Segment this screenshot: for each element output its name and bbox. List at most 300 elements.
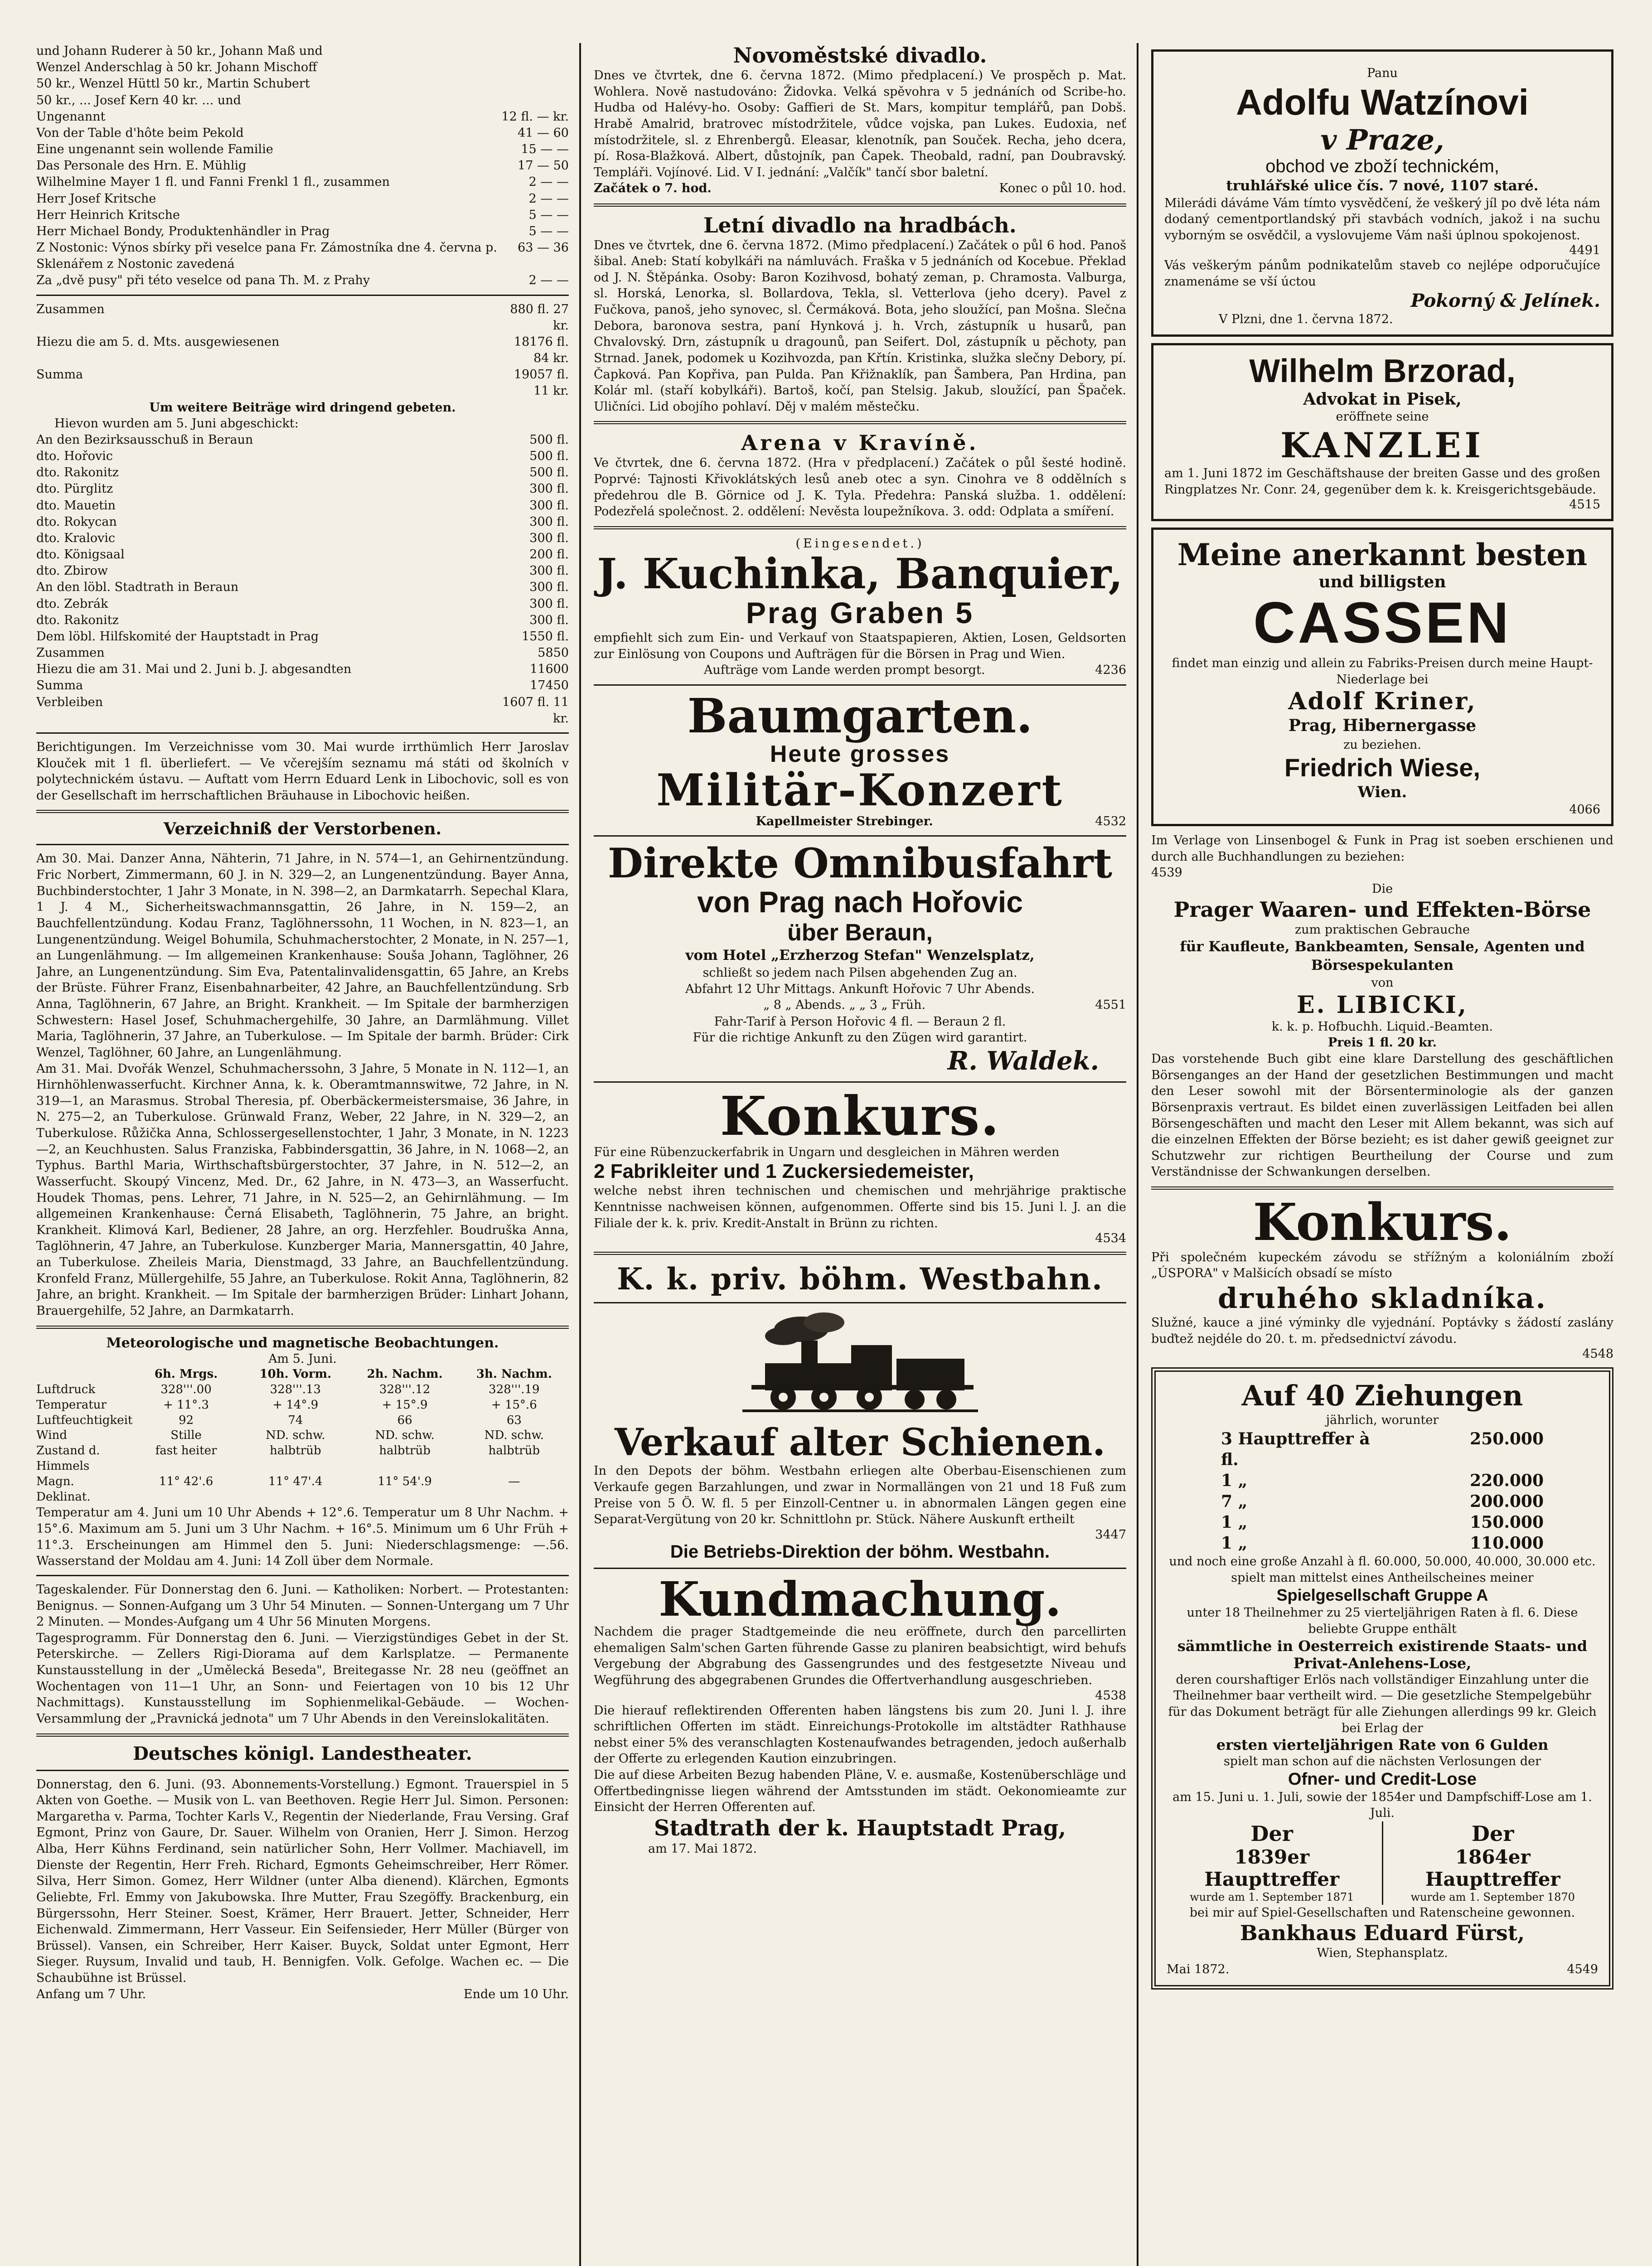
donation-value (501, 92, 569, 109)
divider (594, 203, 1126, 207)
sent-value: 300 fl. (529, 613, 569, 627)
meteo-cell: fast heiter (155, 1444, 217, 1458)
divider (36, 1733, 569, 1737)
boerse-article: Die (1371, 882, 1393, 896)
deaths-text-1: Am 30. Mai. Danzer Anna, Nähterin, 71 Jahre, in N. 574—1, an Gehirnentzündung. Fric Norbert, Zimmermann, 60 J. in N. 329—2, an Lungenentzündung. Bayer Anna, Buchbinderstochter, 1 Jahr 3 Monate, in N. 398—2, an Darmkatarrh. Sepechal Klara, 1 J. 4 M., Sicherheitswachmannsgattin, 26 Jahre, in N. 159—2, an Bauchfellentzündung. Kodau Franz, Taglöhnerssohn, 11 Wochen, in N. 823—1, an Lungenentzündung. Weigel Bohumila, Schuhmacherstochter, 2 Monate, in N. 257—1, an Lungenlähmung. — Im allgemeinen Krankenhause: Souša Johann, Taglöhner, 26 Jahre, an Lungenentzündung. Sim Eva, Patentalinvalidensgattin, 65 Jahre, an Krebs der Brüste. Führer Franz, Eisenbahnarbeiter, 42 Jahre, an Bauchfellentzündung. Srb Anna, Taglöhnerin, 67 Jahre, an Bright. Krankheit. — Im Spitale der barmherzigen Schwestern: Hasel Josef, Schuhmachergehilfe, 30 Jahre, an Darmlähmung. Villet Maria, Taglöhnerin, 37 Jahre, an Tuberkulose. — Im Spitale der barmh. Brüder: Cirk Wenzel, Taglöhner, 60 Jahre, an Lungenlähmung. (36, 852, 569, 1060)
meteo-cell: 63 (506, 1413, 522, 1427)
donation-row (36, 141, 569, 158)
omnibus-departure: Abfahrt 12 Uhr Mittags. Ankunft Hořovic 7 Uhr Abends. (685, 982, 1035, 996)
ad-lottery (1151, 1367, 1613, 1990)
donation-sum-row (36, 301, 569, 334)
sent-value: 500 fl. (529, 432, 569, 447)
sent-value: 300 fl. (529, 514, 569, 529)
divider (36, 732, 569, 734)
donation-label: Za „dvě pusy" při této veselce od pana Th. M. z Prahy (36, 273, 370, 288)
novo-start: Začátek o 7. hod. (594, 181, 712, 196)
deaths-text-2: Am 31. Mai. Dvořák Wenzel, Schuhmacherssohn, 3 Jahre, 5 Monate in N. 112—1, an Hirnhöhlenwasserfucht. Kirchner Anna, k. k. Oberamtmannswitwe, 72 Jahre, in N. 319—1, an Marasmus. Strobal Theresia, pf. Oberbäckermeistersmaise, 36 Jahre, in N. 275—2, an Tuberkulose. Grünwald Franz, Weber, 22 Jahre, in N. 329—2, an Tuberkulose. Růžička Anna, Schlossergesellenstochter, 1 Jahr, 3 Monate, in N. 1223—2, an Keuchhusten. Salus Franziska, Fabbindersgattin, 36 Jahre, in N. 1068—2, an Typhus. Barthl Maria, Wirthschaftsbürgerstochter, 37 Jahre, in N. 512—2, an Wasserfucht. Skoupý Vincenz, Med. Dr., 62 Jahre, in N. 473—3, an Wasserfucht. Houdek Thomas, pens. Lehrer, 71 Jahre, in N. 525—2, an Gehirnlähmung. — Im allgemeinen Krankenhause: Černá Elisabeth, Taglöhnerin, 75 Jahre, an bright. Krankheit. Klimová Karl, Bediener, 28 Jahre, an org. Herzfehler. Boudruška Anna, Taglöhnerin, 47 Jahre, an Tuberkulose. Kunzberger Maria, Mannersgattin, 40 Jahre, an Tuberkulose. Zheileis Maria, Dienstmagd, 33 Jahre, an Bauchfellentzündung. Kronfeld Franz, Müllergehilfe, 55 Jahre, an Tuberkulose. Rokit Anna, Taglöhnerin, 82 Jahre, an bright. Krankheit. — Im Spitale der barmherzigen Brüder: Linhart Johann, Brauergehilfe, 52 Jahre, an Darmkatarrh. (36, 1061, 569, 1318)
column-2 (594, 43, 1126, 2266)
sent-sum-value: 1607 fl. 11 kr. (502, 695, 569, 726)
meteo-cell: 66 (397, 1413, 412, 1427)
lottery-1839: 1839er Haupttreffer (1204, 1846, 1340, 1891)
sent-value: 500 fl. (529, 465, 569, 480)
sent-row (36, 514, 569, 530)
cassen-text: findet man einzig und allein zu Fabriks-Preisen durch meine Haupt-Niederlage bei (1172, 656, 1593, 687)
divider (594, 1252, 1126, 1255)
divider (594, 1568, 1126, 1569)
divider (1151, 1186, 1613, 1190)
divider (594, 526, 1126, 529)
lottery-address: Wien, Stephansplatz. (1317, 1946, 1448, 1961)
lottery-date: Mai 1872. (1167, 1962, 1230, 1977)
watzin-text-2: Vás veškerým pánům podnikatelům staveb co nejlépe odporučujíce znamenáme se vší úctou (1164, 258, 1600, 289)
omnibus-route: von Prag nach Hořovic (697, 885, 1023, 919)
donation-sum-label: Zusammen (36, 302, 105, 316)
meteo-cell: 328'''.19 (489, 1383, 540, 1396)
watzin-city: v Praze, (1320, 123, 1444, 156)
sent-value: 300 fl. (529, 580, 569, 595)
meteo-date: Am 5. Juni. (268, 1351, 337, 1366)
sent-sum-row (36, 694, 569, 727)
divider (594, 421, 1126, 424)
lottery-prize-amount: 200.000 (1470, 1491, 1544, 1511)
kundmachung-text-2: Die hierauf reflektirenden Offerenten haben längstens bis zum 20. Juni l. J. ihre schriftlichen Offerten im städt. Einreichungs-Protokolle im altstädter Rathhause nebst einer 5% des veranschlagten Kostenaufwandes betragenden, jedoch außerhalb der Offerte zu erlegenden Kaution einzubringen. (594, 1703, 1126, 1766)
sent-value: 300 fl. (529, 482, 569, 496)
meteo-notes: Temperatur am 4. Juni um 10 Uhr Abends + 12°.6. Temperatur um 8 Uhr Nachm. + 15°.6. Maximum am 5. Juni um 3 Uhr Nachm. + 16°.5. Minimum um 6 Uhr Früh + 11°.3. Erscheinungen am Himmel den 5. Juni: Niederschlagsmenge: —.56. Wasserstand der Moldau am 4. Juni: 14 Zoll über dem Normale. (36, 1506, 569, 1569)
meteo-cell: 11° 42'.6 (159, 1474, 213, 1488)
ad-kuchinka (594, 549, 1126, 679)
watzin-salutation: Panu (1367, 66, 1398, 80)
sent-label: dto. Rakonitz (36, 613, 119, 627)
watzin-date: V Plzni, dne 1. června 1872. (1219, 312, 1393, 326)
donation-label: 50 kr., Wenzel Hüttl 50 kr., Martin Schubert (36, 77, 310, 91)
sent-sum-label: Hiezu die am 31. Mai und 2. Juni b. J. abgesandten (36, 662, 352, 677)
konkurs2-position: druhého skladníka. (1218, 1281, 1547, 1315)
konkurs2-text: Při společném kupeckém závodu se střížným a koloniálním zboží „ÚSPORA" v Malšicích obsadí se místo (1151, 1250, 1613, 1281)
meteo-title: Meteorologische und magnetische Beobachtungen. (106, 1335, 499, 1351)
kuchinka-ref: 4236 (1095, 663, 1126, 678)
donation-sum-value: 18176 fl. 84 kr. (514, 334, 569, 366)
donation-value: 5 — — (528, 224, 569, 238)
more-note: Um weitere Beiträge wird dringend gebeten. (149, 400, 456, 415)
donation-value (501, 43, 569, 59)
newspaper-page (36, 43, 1613, 2266)
baumgarten-name: Baumgarten. (687, 688, 1033, 744)
ad-boerse (1151, 833, 1613, 1180)
cassen-dealer: Adolf Kriner, (1288, 688, 1477, 716)
kuchinka-address: Prag Graben 5 (746, 596, 974, 630)
divider (36, 295, 569, 296)
donation-row (36, 191, 569, 207)
watzin-address: truhlářské ulice čís. 7 nové, 1107 staré. (1226, 177, 1539, 194)
omnibus-tariff: Fahr-Tarif à Person Hořovic 4 fl. — Beraun 2 fl. (714, 1014, 1006, 1029)
theatre-start: Anfang um 7 Uhr. (36, 1987, 146, 2001)
donation-row (36, 125, 569, 141)
arena-text: Ve čtvrtek, dne 6. června 1872. (Hra v předplacení.) Začátek o půl šesté hodině. Poprvé: Tajnosti Křivoklátských lesů aneb otec a syn. Cinohra ve 8 oddělních s předehrou dle B. Görnice od J. K. Tyla. Předehra: Panská služba. 1. oddělení: Podezřelá společnost. 2. oddělení: Nevěsta loupežníkova. 3. odd: Odplata a smíření. (594, 456, 1126, 519)
cassen-dealer-address: Prag, Hibernergasse (1288, 716, 1477, 736)
meteo-cell: 328'''.00 (160, 1383, 212, 1396)
sent-list (36, 432, 569, 645)
day-calendar: Tageskalender. Für Donnerstag den 6. Juni. — Katholiken: Norbert. — Protestanten: Benignus. — Sonnen-Aufgang um 3 Uhr 54 Minuten. — Sonnen-Untergang um 7 Uhr 2 Minuten. — Mondes-Aufgang um 4 Uhr 56 Minuten Morgens. (36, 1582, 569, 1629)
lottery-prize-row (1221, 1428, 1544, 1470)
kuchinka-footer (594, 662, 1126, 678)
omnibus-departure-2-row (594, 997, 1126, 1013)
sent-row (36, 596, 569, 612)
donation-value: 2 — — (528, 273, 569, 288)
meteo-cell: Zustand d. Himmels (36, 1444, 100, 1473)
sent-value: 300 fl. (529, 498, 569, 513)
omnibus-from: vom Hotel „Erzherzog Stefan" Wenzelsplatz, (685, 947, 1035, 964)
kundmachung-signature: Stadtrath der k. Hauptstadt Prag, (654, 1815, 1066, 1841)
kundmachung-ref: 4538 (1095, 1688, 1126, 1703)
meteo-cell: Stille (170, 1428, 202, 1443)
meteo-cell: — (508, 1474, 520, 1488)
lottery-prize-row (1221, 1533, 1544, 1554)
theatre-text: Donnerstag, den 6. Juni. (93. Abonnements-Vorstellung.) Egmont. Trauerspiel in 5 Akten von Goethe. — Musik von L. van Beethoven. Regie Herr Jul. Simon. Personen: Margaretha v. Parma, Tochter Karls V., Regentin der Niederlande, Frau Versing. Graf Egmont, Prinz von Gaure, Dr. Sauer. Wilhelm von Oranien, Herr J. Simon. Herzog Alba, Herr Kühns Ferdinand, sein natürlicher Sohn, Herr Vollmer. Machiavell, im Dienste der Regentin, Herr Freh. Richard, Egmonts Geheimschreiber, Herr Römer. Silva, Herr Simon. Gomez, Herr Wildner (unter Alba dienend). Klärchen, Egmonts Geliebte, Frl. Emmy von Jakubowska. Ihre Mutter, Frau Szegöffy. Brackenburg, ein Bürgerssohn, Herr Steiner. Soest, Krämer, Herr Brauert. Jetter, Schneider, Herr Eichenwald. Zimmermann, Herr Vasseur. Ein Seifensieder, Herr Müller (Bürger von Brüssel). Vansen, ein Schreiber, Herr Kaiser. Buyck, Soldat unter Egmont, Herr Sieger. Ruysum, Invalid und taub, H. Bennigfen. Volk. Gefolge. Wachen ec. — Die Schaubühne ist Brüssel. (36, 1777, 569, 1985)
donation-value: 17 — 50 (518, 159, 569, 173)
sent-label: An den löbl. Stadtrath in Beraun (36, 580, 239, 595)
cassen-from: zu beziehen. (1343, 737, 1421, 752)
konkurs-intro: Für eine Rübenzuckerfabrik in Ungarn und desgleichen in Mähren werden (594, 1145, 1060, 1159)
meteo-cell: Magn. Deklinat. (36, 1474, 91, 1504)
omnibus-connection: schließt so jedem nach Pilsen abgehenden Zug an. (702, 966, 1017, 980)
donation-label: Herr Heinrich Kritsche (36, 208, 180, 222)
lottery-der-right: Der (1472, 1821, 1514, 1846)
sent-sum-label: Verbleiben (36, 695, 103, 709)
donation-sum-label: Hiezu die am 5. d. Mts. ausgewiesenen (36, 334, 280, 349)
konkurs2-ref: 4548 (1582, 1347, 1613, 1361)
donation-value: 5 — — (528, 208, 569, 222)
konkurs2-text-2: Služné, kauce a jiné výminky dle vyjednání. Poptávky s žádostí zaslány buďtež nejdéle do 20. t. m. předsednictví závodu. (1151, 1315, 1613, 1346)
sent-row (36, 481, 569, 497)
omnibus-ref: 4551 (1095, 998, 1126, 1012)
lottery-footer (1167, 1961, 1598, 1978)
baumgarten-ref: 4532 (1095, 814, 1126, 828)
rails-text: In den Depots der böhm. Westbahn erliegen alte Oberbau-Eisenschienen zum Verkaufe gegen Barzahlungen, und zwar in Normallängen von 21 und 18 Fuß zum Preise von 5 Ö. W. fl. 5 per Einzoll-Centner u. in abnormalen Längen gegen eine Separat-Vergütung von 20 kr. Schnittlohn pr. Stück. Nähere Auskunft ertheilt (594, 1464, 1126, 1527)
watzin-business: obchod ve zboží technickém, (1265, 156, 1499, 176)
ad-konkurs-uspora (1151, 1193, 1613, 1361)
ad-westbahn (594, 1261, 1126, 1562)
boerse-ref: 4539 (1151, 866, 1182, 880)
meteo-header-cell: 2h. Nachm. (367, 1367, 443, 1381)
omnibus-guarantee: Für die richtige Ankunft zu den Zügen wird garantirt. (693, 1031, 1027, 1045)
donation-row (36, 223, 569, 240)
sent-label: dto. Zbirow (36, 564, 108, 578)
donation-list (36, 43, 569, 289)
donation-label: Wilhelmine Mayer 1 fl. und Fanni Frenkl 1 fl., zusammen (36, 175, 390, 189)
lottery-prize-count: 1 „ (1221, 1471, 1248, 1490)
sent-label: dto. Königsaal (36, 547, 125, 562)
theatre-times (36, 1986, 569, 2003)
meteo-header-cell (36, 1367, 131, 1382)
lottery-prize-amount: 220.000 (1470, 1471, 1544, 1490)
brzorad-kanzlei: KANZLEI (1280, 425, 1484, 465)
lottery-1864: 1864er Haupttreffer (1425, 1846, 1560, 1891)
meteo-cell: halbtrüb (379, 1444, 431, 1458)
donation-value (501, 76, 569, 92)
lottery-text-3: deren courshaftiger Erlös nach vollständiger Einzahlung unter die Theilnehmer baar vertheilt wird. — Die gesetzliche Stempelgebühr für das Dokument beträgt für alle Ziehungen allerdings 99 kr. Gleich bei Erlag der (1168, 1672, 1597, 1735)
lottery-1864-date: wurde am 1. September 1870 (1410, 1891, 1575, 1904)
column-3 (1151, 43, 1613, 2266)
meteo-cell: ND. schw. (484, 1428, 544, 1443)
sent-sum-row (36, 645, 569, 661)
donation-label: und Johann Ruderer à 50 kr., Johann Maß und (36, 44, 323, 58)
sent-value: 300 fl. (529, 596, 569, 611)
novo-theatre-title: Novoměstské divadlo. (733, 43, 987, 68)
corrections: Berichtigungen. Im Verzeichnisse vom 30. Mai wurde irrthümlich Herr Jaroslav Klouček mit 1 fl. überliefert. — Ve včerejším seznamu má státi od školních v polytechnickém ústavu. — Auftatt vom Herrn Eduard Lenk in Libochovic, soll es von der Gesellschaft im herrschaftlichen Bräuhause in Libochovic heißen. (36, 740, 569, 803)
donation-value: 63 — 36 (518, 241, 569, 255)
lottery-left (1167, 1821, 1377, 1905)
donation-row (36, 76, 569, 92)
sent-row (36, 432, 569, 448)
lottery-der-left: Der (1250, 1821, 1293, 1846)
locomotive-illustration (733, 1309, 987, 1418)
donation-label: Eine ungenannt sein wollende Familie (36, 142, 273, 157)
divider (36, 844, 569, 845)
theatre-end: Ende um 10 Uhr. (463, 1987, 569, 2001)
kuchinka-name: J. Kuchinka, Banquier, (597, 549, 1123, 598)
boerse-price: Preis 1 fl. 20 kr. (1327, 1036, 1437, 1050)
lottery-text-2: unter 18 Theilnehmer zu 25 vierteljährigen Raten à fl. 6. Diese beliebte Gruppe enthält (1187, 1606, 1578, 1637)
ad-konkurs-sugar (594, 1084, 1126, 1246)
omnibus-via: über Beraun, (787, 920, 933, 946)
cassen-city: Wien. (1357, 783, 1407, 802)
donation-row (36, 174, 569, 190)
watzin-signature: Pokorný & Jelínek. (1410, 290, 1600, 311)
lottery-prize-amount: 150.000 (1470, 1513, 1544, 1532)
ad-cassen (1151, 528, 1613, 826)
deaths-title: Verzeichniß der Verstorbenen. (163, 819, 442, 839)
donation-row (36, 207, 569, 223)
meteo-cell: Temperatur (36, 1398, 107, 1412)
meteo-cell: 74 (288, 1413, 303, 1427)
baumgarten-today: Heute grosses (770, 741, 950, 767)
cassen-title: Meine anerkannt besten (1177, 537, 1588, 573)
lottery-prize-count: 3 Haupttreffer à fl. (1221, 1429, 1370, 1469)
boerse-by: von (1371, 976, 1394, 990)
ad-omnibus (594, 839, 1126, 1076)
sent-row (36, 448, 569, 465)
donation-value: 2 — — (528, 175, 569, 189)
ad-kundmachung (594, 1571, 1126, 1857)
boerse-audience: für Kaufleute, Bankbeamten, Sensale, Agenten und Börsespekulanten (1180, 939, 1585, 974)
lottery-right (1388, 1821, 1599, 1905)
meteo-cell: 11° 54'.9 (378, 1474, 432, 1488)
meteo-cell: 328'''.12 (379, 1383, 431, 1396)
sent-sum-value: 11600 (530, 662, 569, 677)
sent-label: dto. Rakonitz (36, 465, 119, 480)
kundmachung-date: am 17. Mai 1872. (648, 1841, 757, 1856)
lottery-prize-amount: 250.000 (1470, 1429, 1544, 1448)
meteo-cell: Luftdruck (36, 1383, 96, 1396)
sent-row (36, 563, 569, 579)
sent-label: dto. Mauetin (36, 498, 116, 513)
sent-row (36, 579, 569, 596)
brzorad-ref: 4515 (1569, 498, 1600, 512)
meteo-cell: 11° 47'.4 (268, 1474, 323, 1488)
donation-sums (36, 301, 569, 400)
sent-label: dto. Pürglitz (36, 482, 113, 496)
kuchinka-note: Aufträge vom Lande werden prompt besorgt. (703, 663, 985, 678)
lottery-prize-row (1221, 1470, 1544, 1491)
donation-row (36, 43, 569, 59)
column-rule (1137, 43, 1138, 2266)
lottery-title: Auf 40 Ziehungen (1241, 1379, 1523, 1413)
rails-title: Verkauf alter Schienen. (615, 1421, 1105, 1465)
ad-brzorad (1151, 343, 1613, 521)
sent-intro: Hievon wurden am 5. Juni abgeschickt: (54, 416, 299, 431)
lottery-1839-date: wurde am 1. September 1871 (1190, 1891, 1354, 1904)
baumgarten-footer (594, 813, 1126, 830)
boerse-author-title: k. k. p. Hofbuchh. Liquid.-Beamten. (1271, 1019, 1493, 1034)
donation-sum-row (36, 334, 569, 367)
sent-sum-value: 17450 (530, 678, 569, 693)
donation-label: Wenzel Anderschlag à 50 kr. Johann Mischoff (36, 60, 317, 75)
sent-label: dto. Zebrák (36, 596, 108, 611)
column-rule (579, 43, 581, 2266)
rails-signature: Die Betriebs-Direktion der böhm. Westbahn. (670, 1541, 1050, 1562)
meteo-cell: ND. schw. (375, 1428, 435, 1443)
cassen-maker: Friedrich Wiese, (1284, 753, 1481, 782)
lottery-rate: ersten vierteljährigen Rate von 6 Gulden (1216, 1736, 1549, 1754)
sent-value: 500 fl. (529, 449, 569, 464)
meteo-table (36, 1367, 569, 1505)
konkurs-text: welche nebst ihren technischen und chemischen und mehrjährige praktische Kenntnisse nachweisen können, aufgenommen. Offerte sind bis 15. Juni l. J. an die Filiale der k. k. priv. Kredit-Anstalt in Brünn zu richten. (594, 1184, 1126, 1230)
lottery-divider (1382, 1821, 1383, 1905)
divider (36, 1326, 569, 1329)
lottery-prize-row (1221, 1491, 1544, 1512)
brzorad-opened: eröffnete seine (1336, 410, 1429, 424)
kundmachung-text-3: Die auf diese Arbeiten Bezug habenden Pläne, V. e. ausmaße, Kostenüberschläge und Offertbedingnisse liegen während der Amtsstunden im städt. Oekonomieamte zur Einsicht der Herren Offerenten auf. (594, 1768, 1126, 1815)
donation-value: 15 — — (521, 142, 569, 157)
meteo-header-cell: 10h. Vorm. (259, 1367, 332, 1381)
baumgarten-leader: Kapellmeister Strebinger. (756, 814, 933, 828)
kuchinka-text: empfiehlt sich zum Ein- und Verkauf von Staatspapieren, Aktien, Losen, Geldsorten zur Einlösung von Coupons und Aufträgen für die Börsen in Prag und Wien. (594, 631, 1126, 661)
lottery-group: Spielgesellschaft Gruppe A (1276, 1586, 1488, 1605)
konkurs-ref: 4534 (1095, 1231, 1126, 1246)
donation-value: 41 — 60 (518, 126, 569, 140)
konkurs-positions: 2 Fabrikleiter und 1 Zuckersiedemeister, (594, 1160, 974, 1183)
meteo-header-cell: 3h. Nachm. (476, 1367, 552, 1381)
lottery-prize-count: 1 „ (1221, 1534, 1248, 1553)
boerse-title: Prager Waaren- und Effekten-Börse (1173, 897, 1591, 922)
sent-label: dto. Kralovic (36, 531, 116, 545)
cassen-subtitle: und billigsten (1318, 572, 1446, 592)
sent-value: 300 fl. (529, 564, 569, 578)
divider (594, 835, 1126, 837)
omnibus-departure-2: „ 8 „ Abends. „ „ 3 „ Früh. (763, 998, 926, 1012)
donation-label: Das Personale des Hrn. E. Mühlig (36, 159, 247, 173)
divider (36, 1575, 569, 1576)
meteo-cell: halbtrüb (270, 1444, 321, 1458)
lottery-ref: 4549 (1567, 1962, 1598, 1977)
eingesendet: (Eingesendet.) (795, 536, 925, 551)
donation-value: 2 — — (528, 191, 569, 206)
sent-value: 200 fl. (529, 547, 569, 562)
novo-end: Konec o půl 10. hod. (999, 181, 1126, 196)
divider (594, 684, 1126, 686)
meteo-cell: Luftfeuchtigkeit (36, 1413, 133, 1427)
column-1 (36, 43, 569, 2266)
donation-label: Von der Table d'hôte beim Pekold (36, 126, 244, 140)
boerse-text: Das vorstehende Buch gibt eine klare Darstellung des geschäftlichen Börsenganges an der Hand der gesetzlichen Bestimmungen und macht den Leser sowohl mit der Börsenterminologie als der ganzen Börsenpraxis vertraut. Es bildet einen zuverlässigen Leitfaden bei allen Börsengeschäften und macht den Leser mit Allem bekannt, was sich auf die einzelnen Effekten der Börse bezieht; es ist daher gewiß geeignet zur Schutzwehr zur richtigen Beurtheilung der Course und zum Verständnisse der Schwankungen derselben. (1151, 1052, 1613, 1179)
sent-value: 1550 fl. (522, 629, 569, 644)
donation-row (36, 109, 569, 125)
sent-row (36, 530, 569, 547)
divider (594, 1302, 1126, 1303)
meteo-cell: + 14°.9 (272, 1398, 319, 1412)
sent-row (36, 612, 569, 629)
sent-sums (36, 645, 569, 727)
meteo-cell: + 15°.6 (491, 1398, 537, 1412)
donation-row (36, 92, 569, 109)
brzorad-title: Advokat in Pisek, (1303, 390, 1462, 409)
divider (594, 1081, 1126, 1083)
donation-label: Herr Josef Kritsche (36, 191, 156, 206)
boerse-intro: Im Verlage von Linsenbogel & Funk in Prag ist soeben erschienen und durch alle Buchhandlungen zu beziehen: (1151, 833, 1613, 864)
lottery-prizes (1167, 1428, 1598, 1554)
donation-row (36, 158, 569, 174)
donation-label: Ungenannt (36, 109, 106, 124)
novo-theatre-text: Dnes ve čtvrtek, dne 6. června 1872. (Mimo předplacení.) Ve prospěch p. Mat. Wohlera. Nově nastudováno: Židovka. Velká spěvohra v 5 jednáních od Scribe-ho. Hudba od Halévy-ho. Osoby: Gaffieri de St. Mars, kompitur templářů, pan Dobš. Hrabě Amalrid, bratrovec místodržitele, vůdce vojska, pan Lukes. Eudoxia, neť místodržitele, sl. z Ehrenbergů. Eleasar, klenotník, pan Souček. Recha, jeho dcera, pí. Rosa-Blažková. Albert, důstojník, pan Čapek. Theobald, radní, pan Doubravský. Templáři. Vojínové. Lid. V I. jednání: „Valčík" tančí sbor baletní. (594, 68, 1126, 179)
baumgarten-concert: Militär-Konzert (656, 764, 1064, 816)
donation-sum-value: 880 fl. 27 kr. (510, 302, 569, 333)
ad-baumgarten (594, 688, 1126, 830)
sent-sum-row (36, 661, 569, 678)
summer-theatre-title: Letní divadlo na hradbách. (703, 213, 1017, 237)
sent-label: dto. Hořovic (36, 449, 113, 464)
day-programme: Tagesprogramm. Für Donnerstag den 6. Juni. — Vierzigstündiges Gebet in der St. Peterskirche. — Zellers Rigi-Diorama auf dem Karlsplatze. — Permanente Kunstausstellung in der „Umělecká Beseda", Breitegasse Nr. 28 neu (geöffnet an Wochentagen von 11—1 Uhr, an Sonn- und Feiertagen von 10 bis 12 Uhr Nachmittags). Kunstausstellung im Sophienmelikal-Gebäude. — Wochen-Versammlung der „Pravnická jednota" um 7 Uhr Abends in den Vereinslokalitäten. (36, 1631, 569, 1726)
donation-sum-label: Summa (36, 368, 83, 382)
donation-sum-value: 19057 fl. 11 kr. (514, 368, 569, 398)
sent-row (36, 498, 569, 514)
sent-row (36, 629, 569, 645)
lottery-text-4: spielt man schon auf die nächsten Verlosungen der (1223, 1754, 1541, 1769)
meteo-cell: + 11°.3 (163, 1398, 209, 1412)
sent-row (36, 547, 569, 563)
lottery-bank: Bankhaus Eduard Fürst, (1240, 1921, 1525, 1946)
rails-ref: 3447 (1095, 1527, 1126, 1542)
donation-row (36, 272, 569, 289)
donation-row (36, 240, 569, 272)
lottery-subtitle: jährlich, worunter (1326, 1413, 1439, 1428)
lottery-text-1: und noch eine große Anzahl à fl. 60.000, 50.000, 40.000, 30.000 etc. spielt man mittelst eines Antheilscheines meiner (1169, 1554, 1596, 1585)
lottery-lose: Ofner- und Credit-Lose (1288, 1769, 1477, 1789)
lottery-prize-row (1221, 1512, 1544, 1533)
sent-row (36, 465, 569, 481)
theatre-title: Deutsches königl. Landestheater. (133, 1743, 472, 1764)
konkurs2-title: Konkurs. (1253, 1193, 1512, 1253)
divider (36, 810, 569, 813)
watzin-ref: 4491 (1569, 243, 1600, 258)
omnibus-signature: R. Waldek. (947, 1046, 1099, 1076)
meteo-cell: Wind (36, 1428, 67, 1443)
brzorad-name: Wilhelm Brzorad, (1249, 353, 1516, 390)
cassen-ref: 4066 (1569, 803, 1600, 817)
lottery-all: sämmtliche in Oesterreich existirende Staats- und Privat-Anlehens-Lose, (1177, 1637, 1588, 1672)
kundmachung-text-1: Nachdem die prager Stadtgemeinde die neu eröffnete, durch den parcellirten ehemaligen Salm'schen Garten führende Gasse zu planiren beabsichtigt, wird behufs Vergebung der Abgrabung des Gassengrundes und des festgesetzte Niveau und Wegführung des abgegrabenen Grundes die Offertverhandlung ausgeschrieben. (594, 1625, 1126, 1687)
cassen-word: CASSEN (1253, 591, 1512, 656)
konkurs-title: Konkurs. (720, 1084, 1000, 1148)
donation-label: Z Nostonic: Výnos sbírky při veselce pana Fr. Zámostníka dne 4. června p. Sklenářem z Nostonic zavedená (36, 241, 497, 271)
lottery-prize-amount: 110.000 (1470, 1534, 1544, 1553)
donation-label: Herr Michael Bondy, Produktenhändler in Prag (36, 224, 330, 238)
sent-label: Dem löbl. Hilfskomité der Hauptstadt in Prag (36, 629, 319, 644)
sent-sum-row (36, 678, 569, 694)
arena-title: Arena v Kravíně. (741, 431, 979, 455)
donation-value (501, 59, 569, 76)
meteo-cell: 92 (179, 1413, 194, 1427)
donation-sum-row (36, 367, 569, 399)
